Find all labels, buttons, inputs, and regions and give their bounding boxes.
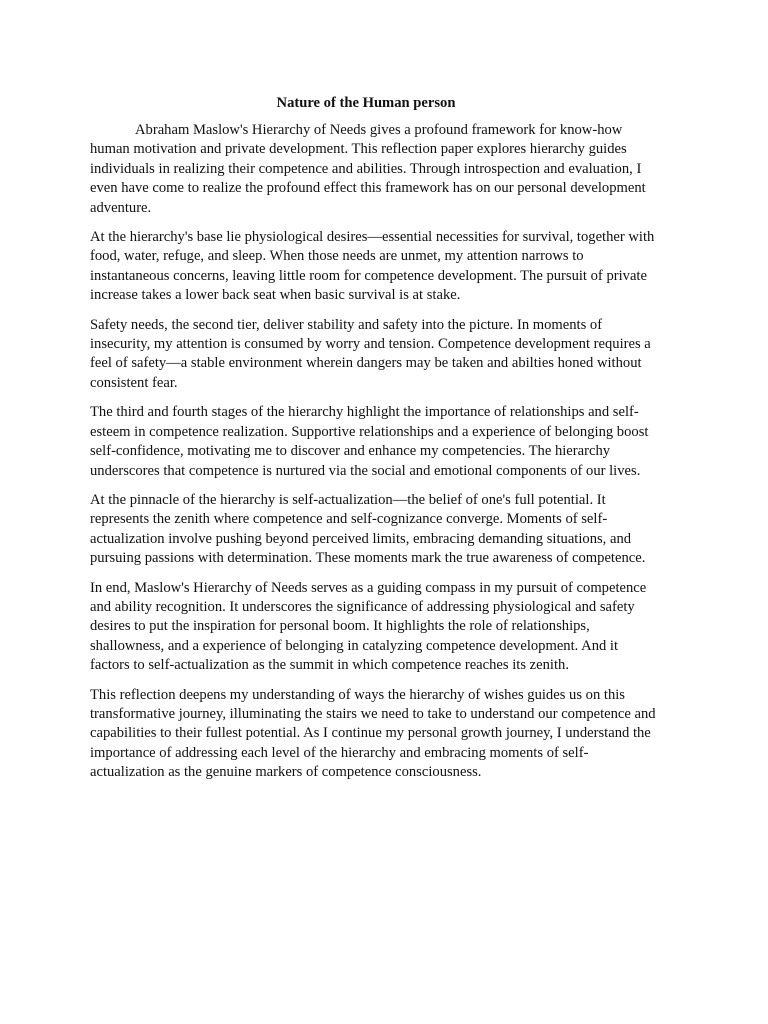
text-line: In end, Maslow's Hierarchy of Needs serves as a guiding compass in my pursuit of competence [90, 579, 647, 596]
text-line: insecurity, my attention is consumed by worry and tension. Competence development requires a [90, 336, 651, 353]
text-line: At the hierarchy's base lie physiological desires—essential necessities for survival, together with [90, 229, 655, 246]
text-line: shallowness, and a experience of belonging in catalyzing competence development. And it [90, 637, 619, 654]
document-title: Nature of the Human person [276, 95, 456, 111]
text-line: At the pinnacle of the hierarchy is self-actualization—the belief of one's full potential. It [90, 491, 606, 508]
text-line: esteem in competence realization. Supportive relationships and a experience of belonging boost [90, 423, 649, 440]
paragraph-physiological [90, 228, 680, 306]
text-line: self-confidence, motivating me to discover and enhance my competencies. The hierarchy [90, 443, 611, 460]
text-line: and ability recognition. It underscores the significance of addressing physiological and safety [90, 598, 635, 615]
text-line: individuals in realizing their competence and abilities. Through introspection and evaluation, I [90, 160, 642, 177]
text-line: consistent fear. [90, 374, 178, 391]
text-line: instantaneous concerns, leaving little room for competence development. The pursuit of private [90, 267, 647, 284]
text-line: pursuing passions with determination. These moments mark the true awareness of competence. [90, 550, 646, 567]
paragraph-self-actualization [90, 491, 680, 569]
text-line: Abraham Maslow's Hierarchy of Needs gives a profound framework for know-how [135, 122, 623, 138]
text-line: human motivation and private development. This reflection paper explores hierarchy guides [90, 141, 627, 158]
paragraph-reflection [90, 686, 680, 783]
text-line: actualization involve pushing beyond perceived limits, embracing demanding situations, and [90, 530, 632, 547]
text-line: importance of addressing each level of the hierarchy and embracing moments of self- [90, 744, 589, 761]
paragraph-safety [90, 316, 680, 394]
paragraph-intro [90, 121, 680, 218]
text-line: factors to self-actualization as the summit in which competence reaches its zenith. [90, 657, 569, 674]
document-body [90, 121, 680, 793]
paragraph-relationships [90, 403, 680, 481]
text-line: even have come to realize the profound effect this framework has on our personal development [90, 180, 646, 197]
text-line: This reflection deepens my understanding of ways the hierarchy of wishes guides us on this [90, 686, 625, 703]
text-line: Safety needs, the second tier, deliver stability and safety into the picture. In moments of [90, 316, 603, 333]
text-line: actualization as the genuine markers of competence consciousness. [90, 764, 482, 781]
text-line: transformative journey, illuminating the stairs we need to take to understand our competence and [90, 705, 656, 722]
text-line: food, water, refuge, and sleep. When those needs are unmet, my attention narrows to [90, 248, 584, 265]
text-line: desires to put the inspiration for personal boom. It highlights the role of relationships, [90, 618, 590, 635]
text-line: represents the zenith where competence and self-cognizance converge. Moments of self- [90, 511, 608, 528]
paragraph-conclusion [90, 579, 680, 676]
text-line: underscores that competence is nurtured via the social and emotional components of our lives. [90, 462, 641, 479]
text-line: feel of safety—a stable environment wherein dangers may be taken and abilties honed without [90, 355, 642, 372]
text-line: capabilities to their fullest potential. As I continue my personal growth journey, I understand the [90, 725, 651, 742]
text-line: increase takes a lower back seat when basic survival is at stake. [90, 287, 461, 304]
text-line: adventure. [90, 199, 152, 216]
text-line: The third and fourth stages of the hierarchy highlight the importance of relationships and self- [90, 404, 639, 421]
